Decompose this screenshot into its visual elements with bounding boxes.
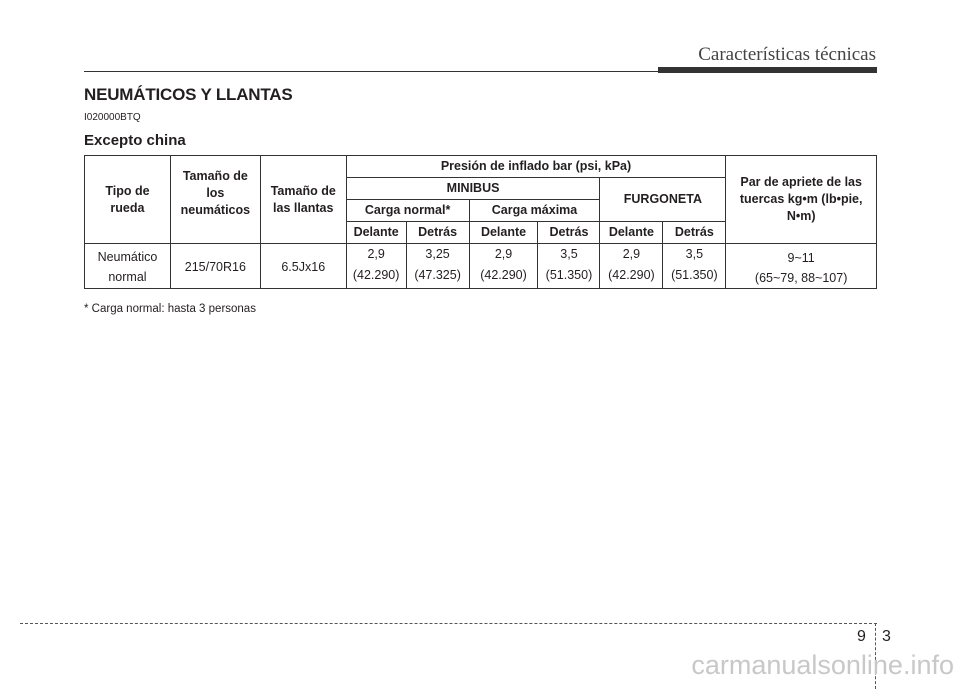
cell-pressure: 3,5 (51.350) (663, 244, 726, 289)
footer-dash-line (20, 623, 877, 624)
header-position: Delante (600, 222, 663, 244)
page-number: 3 (882, 628, 891, 645)
header-tipo-rueda: Tipo de rueda (85, 156, 171, 244)
page-chapter: 9 (857, 628, 866, 645)
header-minibus: MINIBUS (346, 178, 600, 200)
cell-pressure: 2,9 (42.290) (469, 244, 538, 289)
header-par-apriete: Par de apriete de las tuercas kg•m (lb•pie, N•m) (726, 156, 877, 244)
header-carga-maxima: Carga máxima (469, 200, 600, 222)
header-position: Detrás (538, 222, 600, 244)
header-presion-inflado: Presión de inflado bar (psi, kPa) (346, 156, 726, 178)
header-position: Delante (346, 222, 406, 244)
cell-pressure: 3,5 (51.350) (538, 244, 600, 289)
cell-tamano-llantas: 6.5Jx16 (260, 244, 346, 289)
watermark: carmanualsonline.info (691, 650, 954, 680)
header-tamano-llantas: Tamaño de las llantas (260, 156, 346, 244)
cell-pressure: 2,9 (42.290) (600, 244, 663, 289)
table-row (85, 244, 877, 289)
header-position: Detrás (406, 222, 469, 244)
footnote: * Carga normal: hasta 3 personas (84, 303, 256, 315)
header-position: Detrás (663, 222, 726, 244)
header-furgoneta: FURGONETA (600, 178, 726, 222)
header-rule-thick (658, 67, 877, 73)
cell-pressure: 2,9 (42.290) (346, 244, 406, 289)
cell-tipo-rueda: Neumático normal (85, 244, 171, 289)
section-title: NEUMÁTICOS Y LLANTAS (84, 85, 293, 104)
header-rule-thin (84, 71, 658, 72)
cell-pressure: 3,25 (47.325) (406, 244, 469, 289)
cell-par-apriete: 9~11 (65~79, 88~107) (726, 244, 877, 289)
cell-tamano-neumaticos: 215/70R16 (170, 244, 260, 289)
header-carga-normal: Carga normal* (346, 200, 469, 222)
page-header-title: Características técnicas (698, 44, 876, 65)
section-code: I020000BTQ (84, 112, 141, 123)
header-position: Delante (469, 222, 538, 244)
header-tamano-neumaticos: Tamaño de los neumáticos (170, 156, 260, 244)
section-subtitle: Excepto china (84, 132, 186, 149)
tire-spec-table (84, 155, 877, 289)
